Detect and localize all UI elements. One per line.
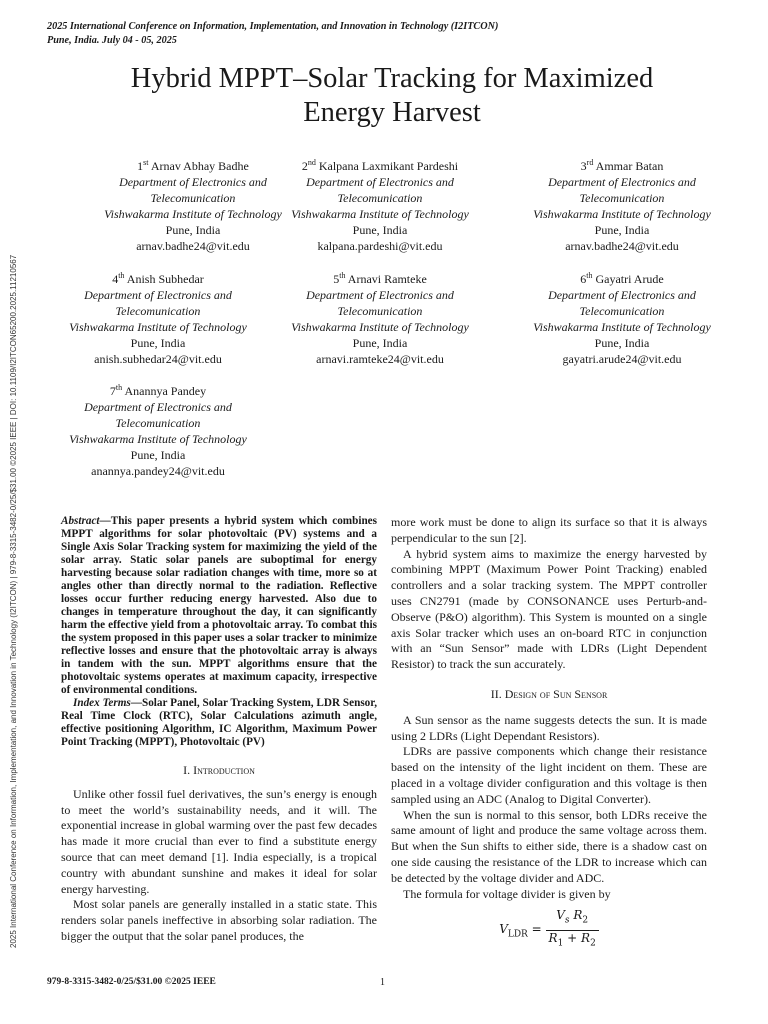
abstract-label: Abstract <box>61 515 100 527</box>
author-department: Department of Electronics and <box>548 288 696 302</box>
author-city: Pune, India <box>352 336 408 350</box>
continued-paragraph: more work must be done to align its surface so that it is always perpendicular to the sun [2]. <box>391 515 707 545</box>
left-column <box>61 515 377 945</box>
equation-numerator: $V_s$ $R_2$ <box>546 908 599 930</box>
paper-title <box>80 62 704 130</box>
author-department-2: Telecomunication <box>150 191 236 205</box>
title-line-1: Hybrid MPPT–Solar Tracking for Maximized <box>130 63 654 94</box>
author-email[interactable]: arnavi.ramteke24@vit.edu <box>316 352 444 366</box>
conference-title: 2025 International Conference on Information, Implementation, and Innovation in Technology (I2ITCON) <box>47 21 499 32</box>
author-5 <box>250 268 510 367</box>
author-department: Department of Electronics and <box>119 175 267 189</box>
section-2-heading: II. Design of Sun Sensor <box>490 686 608 701</box>
author-department-2: Telecomunication <box>579 191 665 205</box>
author-department: Department of Electronics and <box>84 400 232 414</box>
author-institution: Vishwakarma Institute of Technology <box>69 320 247 334</box>
author-email[interactable]: arnav.badhe24@vit.edu <box>136 239 250 253</box>
sidebar-citation: 2025 International Conference on Information, Implementation, and Innovation in Technology (I2ITCON) | 979-8-3315-3482-0/25/$31.00 ©2025 IEEE | DOI: 10.1109/I2ITCON65200.2025.11210567 <box>9 254 18 948</box>
author-name: 3rd Ammar Batan <box>580 158 664 173</box>
author-department-2: Telecomunication <box>115 416 201 430</box>
author-email[interactable]: anish.subhedar24@vit.edu <box>94 352 222 366</box>
author-name: 4th Anish Subhedar <box>112 271 204 286</box>
author-city: Pune, India <box>130 448 186 462</box>
hybrid-paragraph: A hybrid system aims to maximize the energy harvested by combining MPPT (Maximum Power Point Tracking) enabled controllers and a solar tracking system. The MPPT controller uses CN2791 (made by CONSONANCE uses Perturb-and-Observe (P&O) algorithm). This System is mounted on a single axis Solar tracker which uses an on-board RTC in conjunction with an “Sun Sensor” made with LDRs (Light Dependent Resistor) to track the sun accurately. <box>391 546 707 672</box>
author-institution: Vishwakarma Institute of Technology <box>533 320 711 334</box>
right-column <box>391 515 707 952</box>
author-city: Pune, India <box>594 336 650 350</box>
section-2-paragraph-4: The formula for voltage divider is given by <box>403 886 611 901</box>
author-name: 2nd Kalpana Laxmikant Pardeshi <box>301 158 459 173</box>
author-email[interactable]: arnav.badhe24@vit.edu <box>565 239 679 253</box>
conference-location: Pune, India. July 04 - 05, 2025 <box>47 35 177 46</box>
abstract-text: —This paper presents a hybrid system which combines MPPT algorithms for solar photovoltaic (PV) systems and a Single Axis Solar Tracking system for maximizing the yield of the solar array. Static solar panels are suboptimal for energy harvesting because solar radiation changes with time, more so at angles other than directly normal to the radiation. Reflective losses occur further reducing energy harvested. Also due to changes in temperature throughout the day, it can significantly harm the effective yield from a photovoltaic array. To combat this the system proposed in this paper uses a solar tracker to minimize reflective losses and ensure that the photovoltaic array is always in tandem with the sun. MPPT algorithms ensure that the photovoltaic systems operates at maximum capacity, irrespective of environmental conditions. <box>61 515 377 696</box>
page-number: 1 <box>380 977 385 988</box>
author-city: Pune, India <box>352 223 408 237</box>
equation-fraction <box>546 908 599 951</box>
author-4 <box>28 268 288 367</box>
index-terms <box>61 697 377 749</box>
author-7 <box>28 380 288 479</box>
index-terms-text: —Solar Panel, Solar Tracking System, LDR Sensor, Real Time Clock (RTC), Solar Calculations azimuth angle, effective positioning Algorithm, IC Algorithm, Maximum Power Point Tracking (MPPT), Photovoltaic (PV) <box>61 697 377 748</box>
author-institution: Vishwakarma Institute of Technology <box>533 207 711 221</box>
author-email[interactable]: kalpana.pardeshi@vit.edu <box>317 239 443 253</box>
author-department-2: Telecomunication <box>337 304 423 318</box>
author-3 <box>492 155 752 254</box>
author-6 <box>492 268 752 367</box>
author-institution: Vishwakarma Institute of Technology <box>104 207 282 221</box>
section-1-paragraph-2: Most solar panels are generally installed in a static state. This renders solar panels ineffective in absorbing solar radiation. The bigger the output that the solar panel produces, the <box>61 897 377 943</box>
title-line-2: Energy Harvest <box>303 97 481 128</box>
author-institution: Vishwakarma Institute of Technology <box>69 432 247 446</box>
author-city: Pune, India <box>594 223 650 237</box>
section-1-paragraph-1: Unlike other fossil fuel derivatives, the sun’s energy is enough to meet the world’s sustainability needs, and it will. The exponential increase in global warming over the past few decades has made it more crucial than ever to find a substitute energy source that can meet demand [1]. India especially, is a tropical country with abundant sunshine and makes it ideal for solar energy harvesting. <box>61 786 377 896</box>
author-department-2: Telecomunication <box>337 191 423 205</box>
author-department: Department of Electronics and <box>306 288 454 302</box>
author-department: Department of Electronics and <box>548 175 696 189</box>
section-2-paragraph-2: LDRs are passive components which change their resistance based on the intensity of the light incident on them. These are placed in a voltage divider configuration and this voltage is then sampled using an ADC (Analog to Digital Converter). <box>391 744 707 806</box>
author-department: Department of Electronics and <box>84 288 232 302</box>
author-name: 6th Gayatri Arude <box>580 271 664 286</box>
author-institution: Vishwakarma Institute of Technology <box>291 320 469 334</box>
abstract <box>61 515 377 697</box>
equation-denominator: $R_1 + R_2$ <box>548 930 596 948</box>
author-name: 7th Anannya Pandey <box>109 383 207 398</box>
index-terms-label: Index Terms <box>73 697 131 709</box>
author-department-2: Telecomunication <box>115 304 201 318</box>
author-name: 1st Arnav Abhay Badhe <box>137 158 249 173</box>
author-department-2: Telecomunication <box>579 304 665 318</box>
author-2 <box>250 155 510 254</box>
author-department: Department of Electronics and <box>306 175 454 189</box>
voltage-divider-equation: $V_{LDR}$ = $\frac{V_s R_2}{R_1 + R_2}$ <box>391 908 707 951</box>
author-city: Pune, India <box>165 223 221 237</box>
section-2-paragraph-3: When the sun is normal to this sensor, both LDRs receive the same amount of light and produce the same voltage across them. But when the Sun shifts to either side, there is a shadow cast on one side causing the resistance of the LDR to increase which can be detected by the voltage divider and ADC. <box>391 807 707 885</box>
author-institution: Vishwakarma Institute of Technology <box>291 207 469 221</box>
footer-copyright: 979-8-3315-3482-0/25/$31.00 ©2025 IEEE <box>47 977 216 987</box>
author-city: Pune, India <box>130 336 186 350</box>
conference-header <box>47 20 498 48</box>
author-email[interactable]: anannya.pandey24@vit.edu <box>91 464 225 478</box>
author-email[interactable]: gayatri.arude24@vit.edu <box>562 352 682 366</box>
author-name: 5th Arnavi Ramteke <box>333 271 427 286</box>
section-1-heading: I. Introduction <box>183 763 255 777</box>
section-2-paragraph-1: A Sun sensor as the name suggests detects the sun. It is made using 2 LDRs (Light Dependant Resistors). <box>391 712 707 743</box>
